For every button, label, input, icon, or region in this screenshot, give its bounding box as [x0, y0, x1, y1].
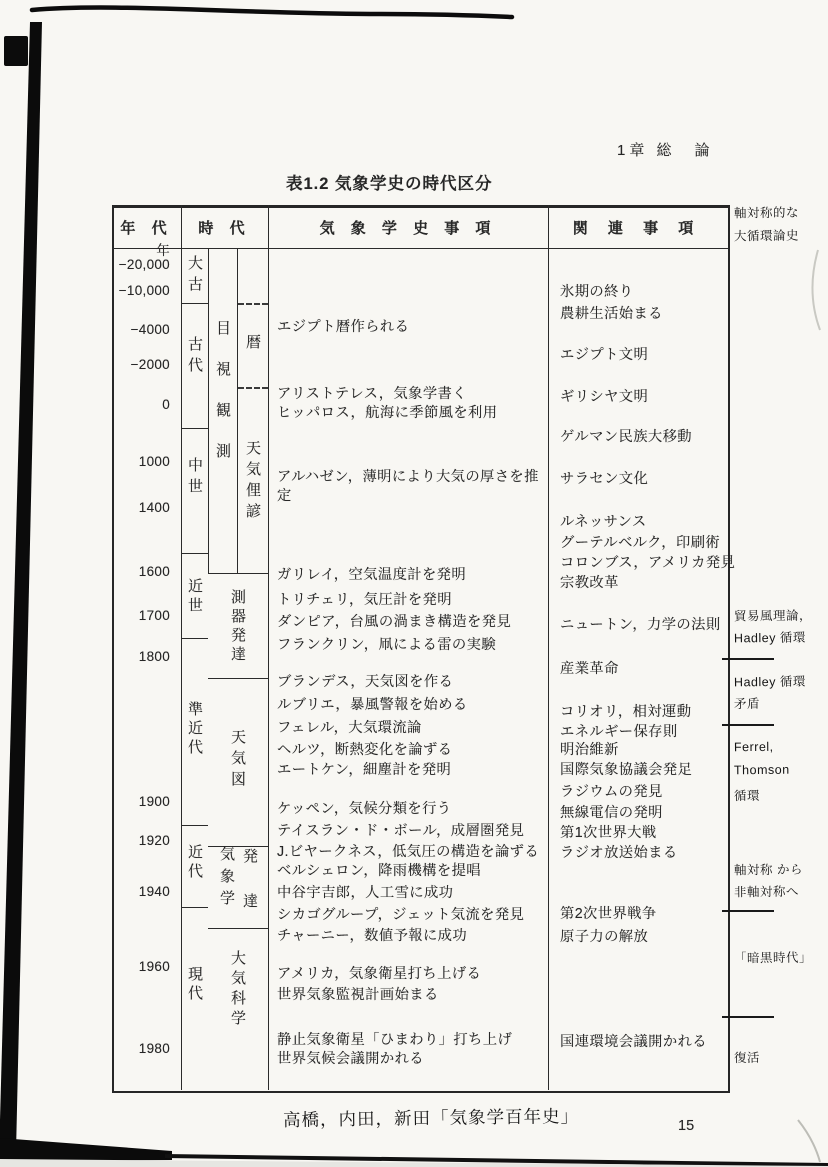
margin-note: 循環 — [733, 788, 761, 804]
related-line: 宗教改革 — [560, 575, 619, 591]
event-line: 定 — [277, 488, 292, 504]
event-line: ダンピア，台風の渦まき構造を発見 — [277, 614, 512, 630]
related-line: 国際気象協議会発足 — [560, 762, 693, 778]
year-label: −2000 — [130, 357, 170, 372]
related-line: エネルギー保存則 — [560, 724, 678, 740]
margin-note: Hadley 循環 — [733, 674, 806, 690]
method-label-weather-map: 天気図 — [229, 729, 246, 792]
era-label-kodai: 古代 — [186, 336, 203, 378]
margin-separator — [722, 658, 774, 660]
era-label-taiko: 大古 — [186, 255, 203, 297]
year-label: 1920 — [138, 833, 170, 848]
event-line: ケッペン，気候分類を行う — [277, 801, 452, 817]
event-line: エートケン，細塵計を発明 — [277, 762, 452, 778]
event-line: フェレル，大気環流論 — [277, 720, 422, 736]
event-line: 中谷宇吉郎，人工雪に成功 — [277, 885, 454, 901]
year-label: 1980 — [138, 1041, 170, 1056]
margin-note: Hadley 循環 — [733, 630, 806, 646]
page-number: 15 — [678, 1118, 695, 1134]
event-line: ガリレイ，空気温度計を発明 — [277, 567, 467, 583]
method-label-meteorology-dev-left: 気象学 — [218, 846, 235, 912]
related-line: 無線電信の発明 — [560, 805, 663, 821]
year-label: −4000 — [130, 322, 170, 337]
method-label-visual-observation: 目視観測 — [214, 320, 231, 484]
era-label-chusei: 中世 — [186, 457, 203, 499]
year-label: 1700 — [138, 608, 170, 623]
event-line: テイスラン・ド・ボール，成層圏発見 — [277, 823, 525, 839]
related-line: エジプト文明 — [560, 347, 649, 363]
era-border-kinsei-junkindai — [181, 638, 208, 639]
era-label-gendai: 現代 — [186, 966, 203, 1004]
method-label-meteorology-dev-right: 発達 — [241, 848, 258, 938]
method-label-calendar: 暦 — [244, 334, 261, 349]
method-border-2 — [208, 678, 268, 679]
event-line: アメリカ，気象衛星打ち上げる — [277, 966, 482, 982]
related-line: ニュートン，力学の法則 — [560, 617, 721, 633]
margin-note: 矛盾 — [733, 696, 761, 712]
year-label: 1600 — [138, 564, 170, 579]
era-border-taiko-kodai — [181, 303, 208, 304]
event-line: 世界気候会議開かれる — [277, 1051, 424, 1067]
year-label: 1940 — [138, 884, 170, 899]
method-border-4 — [208, 928, 268, 929]
margin-note: Ferrel, — [733, 739, 774, 755]
related-line: コロンブス，アメリカ発見 — [560, 555, 736, 571]
event-line: チャーニー，数値予報に成功 — [277, 928, 468, 944]
subcol-line-1 — [208, 248, 209, 573]
source-note-handwritten: 高橋，内田，新田「気象学百年史」 — [282, 1105, 580, 1131]
event-line: 静止気象衛星「ひまわり」打ち上げ — [277, 1032, 513, 1048]
header-period-column: 時 代 — [198, 219, 251, 237]
method-label-instrument-development: 測器発達 — [229, 589, 246, 665]
margin-note: 復活 — [733, 1050, 761, 1066]
era-border-kindai-gendai — [181, 907, 208, 908]
related-line: ラジウムの発見 — [560, 784, 663, 800]
event-line: ヘルツ，断熱変化を論ずる — [277, 742, 453, 758]
event-line: アルハゼン，薄明により大気の厚さを推 — [277, 469, 539, 485]
year-unit-label: 年 — [156, 243, 170, 258]
calendar-dashed-bottom — [238, 387, 268, 389]
event-line: アリストテレス，気象学書く — [277, 386, 467, 402]
year-label: 1960 — [138, 959, 170, 974]
era-border-kodai-chusei — [181, 428, 208, 429]
header-year-column: 年 代 — [120, 219, 173, 237]
margin-note: Thomson — [733, 762, 790, 778]
event-line: エジプト暦作られる — [277, 319, 410, 335]
event-line: トリチェリ，気圧計を発明 — [277, 592, 452, 608]
method-border-3 — [208, 846, 268, 847]
year-label: −20,000 — [118, 257, 170, 272]
event-line: ブランデス，天気図を作る — [277, 674, 454, 690]
margin-separator — [722, 1016, 774, 1018]
margin-note: 「暗黒時代」 — [733, 950, 813, 966]
event-line: ルブリエ，暴風警報を始める — [277, 697, 468, 713]
related-line: ギリシヤ文明 — [560, 389, 649, 405]
related-line: 第1次世界大戦 — [560, 825, 657, 841]
subcol-line-2 — [237, 248, 238, 573]
col-line-year-period — [181, 205, 182, 1090]
era-label-kindai: 近代 — [186, 844, 203, 882]
related-line: 第2次世界戦争 — [560, 906, 657, 922]
related-line: 農耕生活始まる — [560, 306, 663, 322]
margin-note: 軸対称 から — [733, 862, 804, 878]
header-related-column: 関 連 事 項 — [572, 219, 702, 237]
era-border-junkindai-kindai — [181, 825, 208, 826]
event-line: ヒッパロス，航海に季節風を利用 — [277, 405, 498, 421]
year-label: 1000 — [138, 454, 170, 469]
event-line: J.ビヤークネス，低気圧の構造を論ずる — [277, 844, 540, 860]
era-border-chusei-kinsei — [181, 553, 208, 554]
related-line: サラセン文化 — [560, 471, 649, 487]
margin-separator — [722, 724, 774, 726]
margin-note: 非軸対称へ — [733, 884, 800, 900]
col-line-events-related — [548, 205, 549, 1090]
year-label: −10,000 — [118, 283, 170, 298]
year-label: 0 — [162, 397, 170, 412]
table-title: 表1.2 気象学史の時代区分 — [286, 175, 493, 193]
chapter-heading: 1章 総 論 — [617, 142, 714, 159]
year-label: 1900 — [138, 794, 170, 809]
event-line: フランクリン，凧による雷の実験 — [277, 637, 497, 653]
related-line: ルネッサンス — [560, 514, 647, 530]
year-label: 1800 — [138, 649, 170, 664]
related-line: ゲルマン民族大移動 — [560, 429, 692, 445]
era-label-kinsei: 近世 — [186, 578, 203, 616]
year-label: 1400 — [138, 500, 170, 515]
margin-note: 大循環論史 — [733, 228, 800, 244]
related-line: 氷期の終り — [560, 284, 634, 300]
related-line: コリオリ，相対運動 — [560, 704, 692, 720]
event-line: 世界気象監視計画始まる — [277, 987, 439, 1003]
related-line: 原子力の解放 — [560, 929, 649, 945]
related-line: グーテルベルク，印刷術 — [560, 535, 721, 551]
method-border-1 — [208, 573, 268, 574]
margin-separator — [722, 910, 774, 912]
margin-note: 貿易風理論， — [733, 608, 813, 624]
header-events-column: 気 象 学 史 事 項 — [319, 219, 497, 237]
method-label-weather-proverbs: 天気俚諺 — [244, 440, 261, 524]
event-line: シカゴグループ，ジェット気流を発見 — [277, 907, 525, 923]
method-label-atmospheric-science: 大気科学 — [229, 950, 246, 1030]
related-line: 国連環境会議開かれる — [560, 1034, 707, 1050]
col-line-period-events — [268, 205, 269, 1090]
header-bottom-line — [112, 248, 728, 249]
related-line: 明治維新 — [560, 742, 619, 758]
related-line: 産業革命 — [560, 661, 619, 677]
related-line: ラジオ放送始まる — [560, 845, 678, 861]
event-line: ベルシェロン，降雨機構を提唱 — [277, 863, 481, 879]
calendar-dashed-top — [238, 303, 268, 305]
margin-note: 軸対称的な — [733, 205, 800, 221]
era-label-junkindai: 準近代 — [186, 701, 203, 758]
